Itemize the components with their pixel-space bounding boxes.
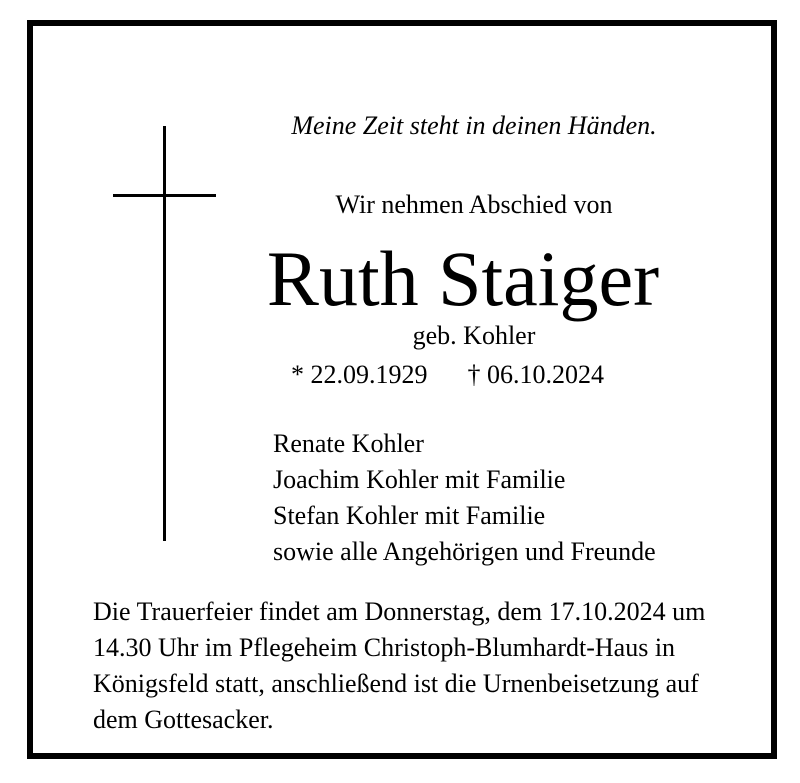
birth-name: geb. Kohler (412, 321, 536, 350)
cross-vertical-bar (163, 126, 166, 541)
mourner-item: sowie alle Angehörigen und Freunde (273, 537, 656, 566)
ceremony-line: 14.30 Uhr im Pflegeheim Christoph-Blumhardt-Haus in (93, 633, 676, 662)
mourner-item: Renate Kohler (273, 429, 424, 458)
ceremony-line: Königsfeld statt, anschließend ist die Urnenbeisetzung auf (93, 669, 699, 698)
life-dates (291, 359, 604, 391)
intro-text: Wir nehmen Abschied von (335, 190, 613, 219)
motto: Meine Zeit steht in deinen Händen. (291, 111, 657, 140)
deceased-name: Ruth Staiger (266, 235, 660, 322)
mourners-list (273, 426, 656, 570)
ceremony-text (93, 594, 783, 738)
cross-horizontal-bar (113, 194, 216, 197)
ceremony-line: dem Gottesacker. (93, 705, 274, 734)
mourner-item: Joachim Kohler mit Familie (273, 465, 566, 494)
death-date: † 06.10.2024 (467, 360, 604, 389)
ceremony-line: Die Trauerfeier findet am Donnerstag, dem 17.10.2024 um (93, 597, 706, 626)
mourner-item: Stefan Kohler mit Familie (273, 501, 546, 530)
obituary-frame (27, 20, 777, 759)
birth-date: * 22.09.1929 (291, 360, 428, 389)
